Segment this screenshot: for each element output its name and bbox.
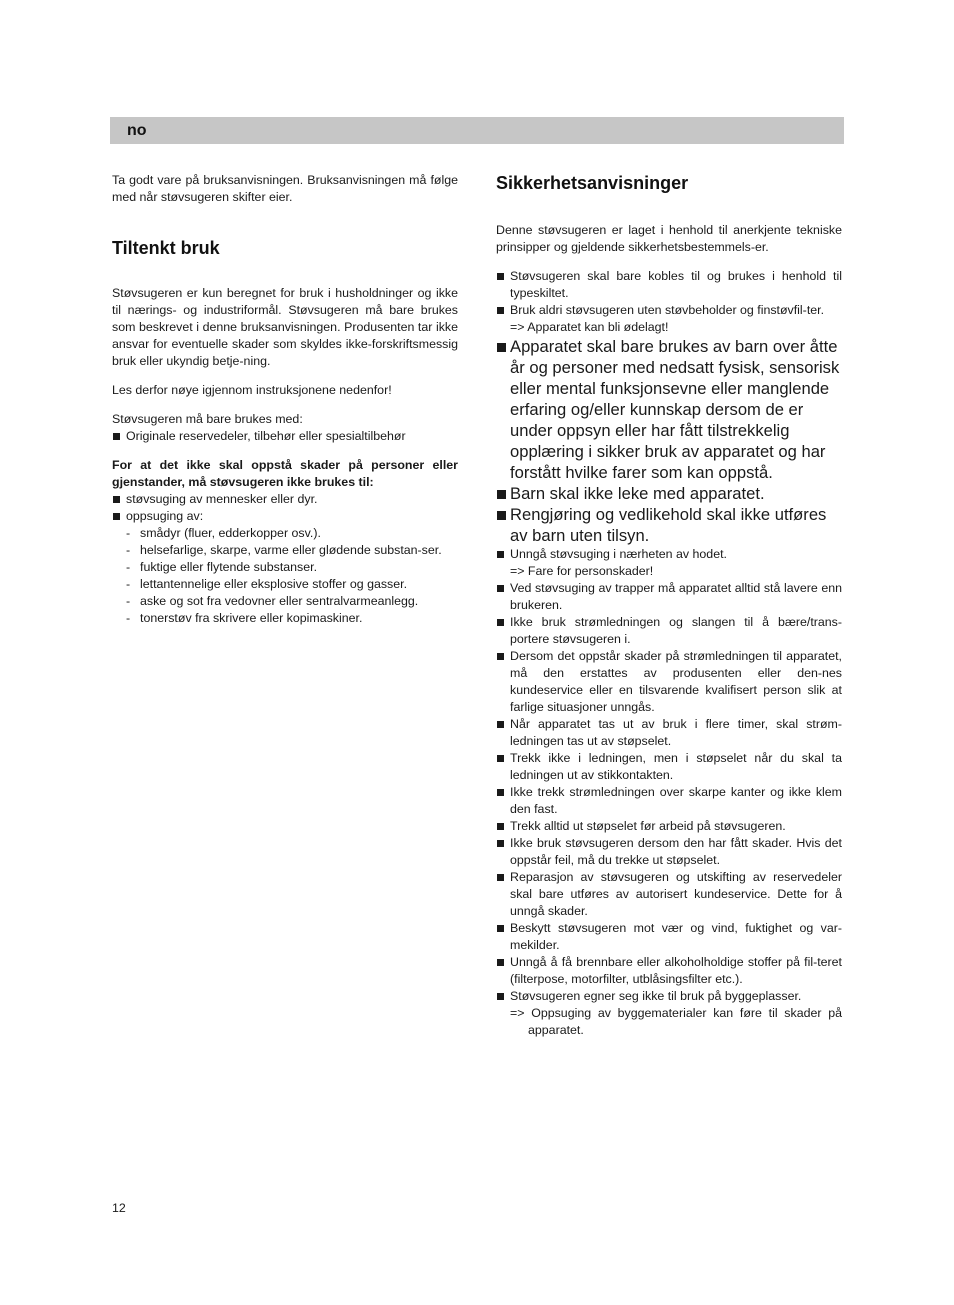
intro-paragraph: Ta godt vare på bruksanvisningen. Bruksanvisningen må følge med når støvsugeren skifter eier. (112, 173, 458, 204)
safety-intro-paragraph: Denne støvsugeren er laget i henhold til anerkjente tekniske prinsipper og gjeldende sikkerhetsbestemmels-er. (496, 223, 842, 254)
safety-item (496, 954, 842, 988)
safety-item-text: Ved støvsuging av trapper må apparatet alltid stå lavere enn brukeren. (510, 581, 842, 612)
safety-item-text: Trekk ikke i ledningen, men i støpselet når du skal ta ledningen ut av stikkontakten. (510, 751, 842, 782)
safety-item-note: => Fare for personskader! (510, 564, 654, 578)
list-item: - smådyr (fluer, edderkopper osv.). (112, 525, 458, 542)
safety-item-text: Ikke trekk strømledningen over skarpe kanter og ikke klem den fast. (510, 785, 842, 816)
safety-item (496, 302, 842, 336)
list-item: - tonerstøv fra skrivere eller kopimaskiner. (112, 610, 458, 627)
list-item: støvsuging av mennesker eller dyr. (112, 491, 458, 508)
safety-instructions-list (496, 268, 842, 1039)
safety-item (496, 835, 842, 869)
safety-item (496, 580, 842, 614)
accessories-list (112, 428, 458, 445)
read-instructions-paragraph: Les derfor nøye igjennom instruksjonene nedenfor! (112, 383, 392, 397)
safety-item (496, 614, 842, 648)
safety-item (496, 920, 842, 954)
left-column (112, 172, 458, 627)
language-code: no (127, 122, 147, 139)
safety-item-text: Ikke bruk støvsugeren dersom den har fått skader. Hvis det oppstår feil, må du trekke ut støpselet. (510, 836, 842, 867)
safety-item-text: Når apparatet tas ut av bruk i flere timer, skal strøm-ledningen tas ut av støpselet. (510, 717, 842, 748)
section-heading-intended-use: Tiltenkt bruk (112, 238, 220, 258)
list-item: oppsuging av: (112, 508, 458, 525)
use-only-with-paragraph: Støvsugeren må bare brukes med: (112, 412, 303, 426)
list-item: - lettantennelige eller eksplosive stoffer og gasser. (112, 576, 458, 593)
safety-item (496, 546, 842, 580)
safety-item-text: Trekk alltid ut støpselet før arbeid på støvsugeren. (510, 819, 786, 833)
language-header-bar (110, 117, 844, 144)
safety-item-note: => Oppsuging av byggematerialer kan føre til skader på apparatet. (510, 1006, 842, 1037)
safety-item (496, 869, 842, 920)
safety-item (496, 988, 842, 1039)
safety-item (496, 483, 842, 504)
list-item: - aske og sot fra vedovner eller sentralvarmeanlegg. (112, 593, 458, 610)
safety-item (496, 648, 842, 716)
safety-item-text: Unngå støvsuging i nærheten av hodet. (510, 547, 727, 561)
warning-paragraph: For at det ikke skal oppstå skader på personer eller gjenstander, må støvsugeren ikke brukes til: (112, 458, 458, 489)
safety-item-text: Støvsugeren skal bare kobles til og brukes i henhold til typeskiltet. (510, 269, 842, 300)
safety-item-text: Reparasjon av støvsugeren og utskifting av reservedeler skal bare utføres av autorisert kundeservice. Dette for å unngå skader. (510, 870, 842, 918)
safety-item-text: Støvsugeren egner seg ikke til bruk på byggeplasser. (510, 989, 802, 1003)
intended-use-paragraph: Støvsugeren er kun beregnet for bruk i husholdninger og ikke til nærings- og industriformål. Støvsugeren må bare brukes som beskrevet i denne bruksanvisningen. Produsenten tar ikke ansvar for eventuelle skader som skyldes ikke-forskriftsmessig bruk eller ukyndig betje-ning. (112, 286, 458, 368)
safety-item-note: => Apparatet kan bli ødelagt! (510, 320, 669, 334)
safety-item-text: Ikke bruk strømledningen og slangen til å bære/trans-portere støvsugeren i. (510, 615, 842, 646)
safety-item (496, 268, 842, 302)
safety-item (496, 336, 842, 483)
right-column (496, 172, 842, 1039)
list-item: - helsefarlige, skarpe, varme eller glødende substan-ser. (112, 542, 458, 559)
page-number: 12 (112, 1201, 126, 1215)
section-heading-safety: Sikkerhetsanvisninger (496, 173, 689, 193)
safety-item (496, 818, 842, 835)
safety-item-text: Bruk aldri støvsugeren uten støvbeholder og finstøvfil-ter. (510, 303, 825, 317)
safety-item-text: Barn skal ikke leke med apparatet. (510, 484, 765, 503)
safety-item-text: Unngå å få brennbare eller alkoholholdige stoffer på fil-teret (filterpose, motorfilter, utblåsingsfilter etc.). (510, 955, 842, 986)
safety-item (496, 784, 842, 818)
list-item: Originale reservedeler, tilbehør eller spesialtilbehør (112, 428, 458, 445)
safety-item (496, 504, 842, 546)
safety-item-text: Dersom det oppstår skader på strømledningen til apparatet, må den erstattes av produsenten eller den-nes kundeservice eller en tilsvarende kvalifisert person slik at farlige situasjoner unngås. (510, 649, 842, 714)
safety-item-text: Apparatet skal bare brukes av barn over åtte år og personer med nedsatt fysisk, sensorisk eller mental funksjonsevne eller manglende erfaring og/eller kunnskap dersom de er under oppsyn eller har fått tilstrekkelig opplæring i sikker bruk av apparatet og har forstått hvilke farer som kan oppstå. (510, 337, 840, 482)
list-item: - fuktige eller flytende substanser. (112, 559, 458, 576)
safety-item (496, 750, 842, 784)
safety-item (496, 716, 842, 750)
safety-item-text: Beskytt støvsugeren mot vær og vind, fuktighet og var-mekilder. (510, 921, 842, 952)
substances-list (112, 525, 458, 627)
safety-item-text: Rengjøring og vedlikehold skal ikke utføres av barn uten tilsyn. (510, 505, 827, 545)
prohibited-use-list (112, 491, 458, 525)
